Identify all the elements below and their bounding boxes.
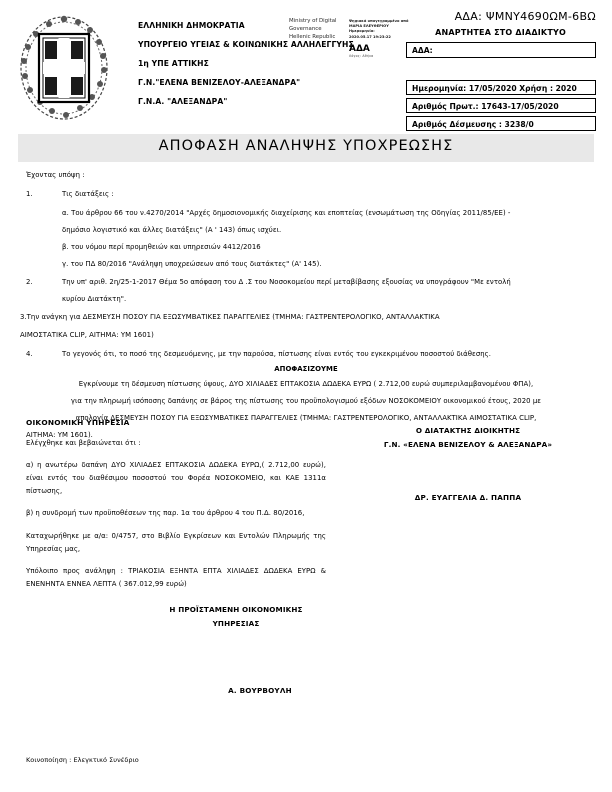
digital-signature-stamp bbox=[289, 18, 411, 60]
decision-line-3: απολογία ΔΕΣΜΕΥΣΗ ΠΟΣΟΥ ΓΙΑ ΕΞΩΣΥΜΒΑΤΙΚΕΣ ΠΑΡΑΓΓΕΛΙΕΣ (ΤΜΗΜΑ: ΓΑΣΤΡΕΝΤΕΡΟΛΟΓΙΚΟ, ΑΝΤΑΛΛΑΚΤΙΚΑ ΑΙΜΟΣΤΑΤΙΚΑ CLIP, bbox=[75, 414, 537, 422]
decision-line-1: Εγκρίνουμε τη δέσμευση πίστωσης ύψους, ΔΥΟ ΧΙΛΙΑΔΕΣ ΕΠΤΑΚΟΣΙΑ ΔΩΔΕΚΑ ΕΥΡΩ ( 2.712,00 ευρώ συμπεριλαμβανομένου ΦΠΑ), bbox=[78, 380, 534, 388]
item3-continued: ΑΙΜΟΣΤΑΤΙΚΑ CLIP, ΑΙΤΗΜΑ: ΥΜ 1601) bbox=[20, 331, 154, 339]
stamp-en-line3: Hellenic Republic bbox=[289, 33, 336, 40]
decision-line-4: ΑΙΤΗΜΑ: ΥΜ 1601). bbox=[26, 431, 93, 439]
financial-head-title bbox=[146, 603, 326, 632]
org-line-republic: ΕΛΛΗΝΙΚΗ ΔΗΜΟΚΡΑΤΙΑ bbox=[138, 21, 245, 30]
decision-heading: ΑΠΟΦΑΣΙΖΟΥΜΕ bbox=[274, 365, 338, 373]
financial-head-title-line2: ΥΠΗΡΕΣΙΑΣ bbox=[212, 619, 260, 629]
item3-text: 3.Την ανάγκη για ΔΕΣΜΕΥΣΗ ΠΟΣΟΥ ΓΙΑ ΕΞΩΣΥΜΒΑΤΙΚΕΣ ΠΑΡΑΓΓΕΛΙΕΣ (ΤΜΗΜΑ: ΓΑΣΤΡΕΝΤΕΡΟΛΟΓΙΚΟ, ΑΝΤΑΛΛΑΚΤΙΚΑ bbox=[20, 313, 440, 321]
decision-line-2: για την πληρωμή ισόποσης δαπάνης σε βάρος της πίστωσης του προϋπολογισμού εξόδων ΝΟΣΟΚΟΜΕΙΟΥ οικονομικού έτους, 2020 με bbox=[70, 397, 542, 405]
item1a-continued: δημόσιο λογιστικό και άλλες διατάξεις" (Α ' 143) όπως ισχύει. bbox=[62, 226, 282, 234]
authorizer-name: ΔΡ. ΕΥΑΓΓΕΛΙΑ Δ. ΠΑΠΠΑ bbox=[414, 493, 522, 503]
stamp-greek-text bbox=[349, 19, 411, 40]
greek-coat-of-arms-emblem bbox=[18, 14, 110, 122]
org-line-hospital-alt: Γ.Ν.Α. "ΑΛΕΞΑΝΔΡΑ" bbox=[138, 96, 228, 106]
item1-number: 1. bbox=[26, 190, 33, 198]
financial-para-a: α) η ανωτέρω δαπάνη ΔΥΟ ΧΙΛΙΑΔΕΣ ΕΠΤΑΚΟΣΙΑ ΔΩΔΕΚΑ ΕΥΡΩ,( 2.712,00 ευρώ), είναι εντός του διαθέσιμου ποσοστού του Φορέα ΝΟΣΟΚΟΜΕΙΟ, και ΚΑΕ 1311α πίστωσης, bbox=[26, 461, 326, 496]
page-title: ΑΠΟΦΑΣΗ ΑΝΑΛΗΨΗΣ ΥΠΟΧΡΕΩΣΗΣ bbox=[158, 138, 454, 154]
anartitea-label: ΑΝΑΡΤΗΤΕΑ ΣΤΟ ΔΙΑΔΙΚΤΥΟ bbox=[435, 28, 566, 37]
org-line-ministry: ΥΠΟΥΡΓΕΙΟ ΥΓΕΙΑΣ & ΚΟΙΝΩΝΙΚΗΣ ΑΛΛΗΛΕΓΓΥΗΣ bbox=[138, 39, 354, 49]
item2-text: Την υπ' αριθ. 2η/25-1-2017 Θέμα 5ο απόφαση του Δ .Σ του Νοσοκομείου περί μεταβίβασης εξουσίας να υπογράφουν "Με εντολή bbox=[62, 278, 511, 286]
financial-head-signature-name: Α. ΒΟΥΡΒΟΥΛΗ bbox=[228, 686, 292, 695]
item4-number: 4. bbox=[26, 350, 33, 358]
stamp-reason: Λόγος: Αθήνα bbox=[349, 54, 374, 58]
registration-para: Καταχωρήθηκε με α/α: 0/4757, στο Βιβλίο Εγκρίσεων και Εντολών Πληρωμής της Υπηρεσίας μας, bbox=[26, 531, 326, 553]
org-line-hospital: Γ.Ν."ΕΛΕΝΑ ΒΕΝΙΖΕΛΟΥ-ΑΛΕΞΑΝΔΡΑ" bbox=[138, 77, 301, 87]
intro-text: Έχοντας υπόψη : bbox=[26, 171, 85, 179]
stamp-gr-line2: ΜΑΡΙΑ ΕΛΕΥΘΕΡΙΟΥ bbox=[349, 24, 389, 29]
stamp-english-text bbox=[289, 18, 347, 41]
stamp-en-line1: Ministry of Digital bbox=[289, 18, 337, 24]
ada-code-top: ΑΔΑ: ΨΜΝΥ4690ΩΜ-6ΒΩ bbox=[454, 10, 596, 23]
date-box: Ημερομηνία: 17/05/2020 Χρήση : 2020 bbox=[406, 80, 596, 95]
stamp-gr-line3: Ημερομηνία: bbox=[349, 29, 375, 34]
stamp-en-line2: Governance bbox=[289, 25, 322, 32]
stamp-gr-line4: 2020.05.17 19:23:22 bbox=[349, 34, 391, 39]
item1-text: Τις διατάξεις : bbox=[62, 190, 114, 198]
financial-head-title-line1: Η ΠΡΟΪΣΤΑΜΕΝΗ ΟΙΚΟΝΟΜΙΚΗΣ bbox=[169, 604, 303, 614]
org-line-ype: 1η ΥΠΕ ΑΤΤΙΚΗΣ bbox=[138, 58, 209, 68]
item1b-text: β. του νόμου περί προμηθειών και υπηρεσιών 4412/2016 bbox=[62, 243, 261, 251]
item1a-text: α. Του άρθρου 66 του ν.4270/2014 "Αρχές δημοσιονομικής διαχείρισης και εποπτείας (ενσωμάτωση της Οδηγίας 2011/85/ΕΕ) - bbox=[62, 209, 511, 217]
item2-continued: κυρίου Διατάκτη". bbox=[62, 295, 127, 303]
financial-service-heading: ΟΙΚΟΝΟΜΙΚΗ ΥΠΗΡΕΣΙΑ bbox=[26, 418, 130, 427]
verified-text: Ελέγχθηκε και βεβαιώνεται ότι : bbox=[26, 439, 141, 447]
ada-field-box: ΑΔΑ: bbox=[406, 42, 596, 58]
stamp-ada-mark: ΑΔΑ bbox=[349, 44, 370, 54]
stamp-gr-line1: Ψηφιακά υπογεγραμμένο από bbox=[349, 19, 409, 23]
item2-number: 2. bbox=[26, 278, 33, 286]
authorizer-title-line2: Γ.Ν. «ΕΛΕΝΑ ΒΕΝΙΖΕΛΟΥ & ΑΛΕΞΑΝΔΡΑ» bbox=[383, 439, 553, 449]
footer-notification: Κοινοποίηση : Ελεγκτικό Συνέδριο bbox=[26, 756, 139, 764]
item1c-text: γ. του ΠΔ 80/2016 "Ανάληψη υποχρεώσεων από τους διατάκτες" (Α' 145). bbox=[62, 260, 322, 268]
document-header bbox=[0, 0, 612, 128]
remaining-balance-para: Υπόλοιπο προς ανάληψη : ΤΡΙΑΚΟΣΙΑ ΕΞΗΝΤΑ ΕΠΤΑ ΧΙΛΙΑΔΕΣ ΔΩΔΕΚΑ ΕΥΡΩ & ΕΝΕΝΗΝΤΑ ΕΝΝΕΑ ΛΕΠΤΑ ( 367.012,99 ευρώ) bbox=[26, 566, 326, 588]
authorizer-title-line1: Ο ΔΙΑΤΑΚΤΗΣ ΔΙΟΙΚΗΤΗΣ bbox=[415, 426, 521, 435]
commitment-number-box: Αριθμός Δέσμευσης : 3238/0 bbox=[406, 116, 596, 131]
financial-para-b: β) η συνδρομή των προϋποθέσεων της παρ. 1α του άρθρου 4 του Π.Δ. 80/2016, bbox=[26, 509, 305, 518]
authorizer-signature-block bbox=[340, 424, 596, 502]
protocol-number-box: Αριθμός Πρωτ.: 17643-17/05/2020 bbox=[406, 98, 596, 113]
financial-service-section bbox=[26, 418, 326, 632]
item4-text: Το γεγονός ότι, το ποσό της δεσμευόμενης, με την παρούσα, πίστωσης είναι εντός του εγκεκριμένου ποσοστού διάθεσης. bbox=[62, 350, 491, 358]
